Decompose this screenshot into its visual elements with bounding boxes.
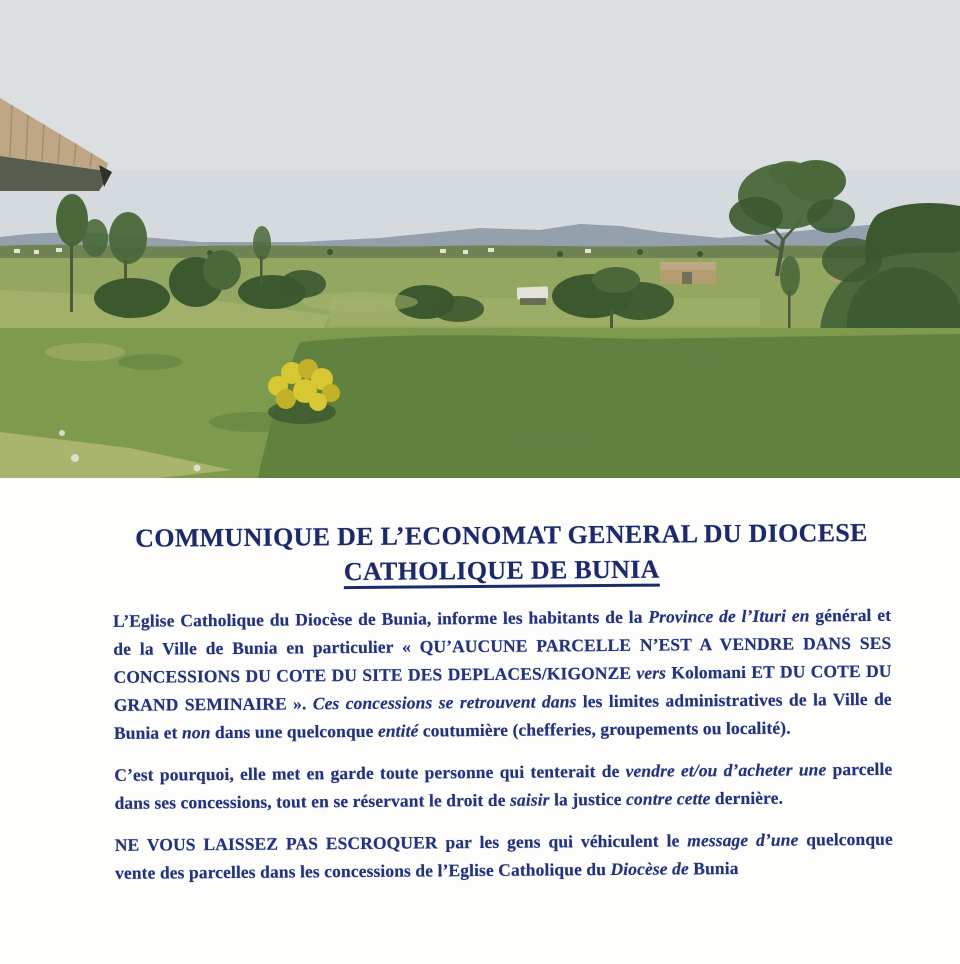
text-segment: quelconque vente des parcelles dans les concessions de l’Eglise Catholique du <box>115 828 893 883</box>
text-segment: L’Eglise Catholique du Diocèse de Bunia, informe les habitants de la <box>113 606 649 631</box>
text-segment: Ces concessions se retrouvent dans <box>312 691 577 714</box>
text-segment: C’est pourquoi, elle met en garde toute personne qui tenterait de <box>114 760 626 785</box>
text-segment: les limites administratives de la Ville de Bunia et <box>113 688 892 743</box>
text-segment: Province de l’Ituri en <box>648 605 810 627</box>
text-segment: vendre et/ou d’acheter une <box>625 759 827 781</box>
landscape-photo <box>0 0 960 478</box>
text-segment: Kolomani ET DU COTE DU GRAND SEMINAIRE ». <box>113 660 892 715</box>
text-segment: dernière. <box>710 787 784 809</box>
tan-house <box>660 262 716 284</box>
text-segment: parcelle dans ses concessions, tout en se réservant le droit de <box>114 758 893 813</box>
text-segment: non <box>181 722 211 743</box>
text-segment: saisir <box>509 789 550 810</box>
paragraph-escroquer <box>115 825 893 887</box>
text-segment: par les gens qui véhiculent le <box>437 830 688 853</box>
text-segment: NE VOUS LAISSEZ PAS ESCROQUER <box>114 832 438 855</box>
paragraph-concessions <box>113 601 892 747</box>
text-segment: Bunia <box>688 857 739 879</box>
text-segment: message d’une <box>687 829 799 851</box>
text-segment: dans une quelconque <box>210 720 379 743</box>
landscape-scene <box>0 0 960 478</box>
text-segment: entité <box>377 720 419 741</box>
title-line1: COMMUNIQUE DE L’ECONOMAT GENERAL DU DIOCESE <box>135 517 868 553</box>
text-segment: la justice <box>549 788 627 810</box>
document-title <box>112 515 891 591</box>
text-segment: Diocèse de <box>610 858 689 879</box>
white-roof-house <box>517 286 548 305</box>
title-line2: CATHOLIQUE DE BUNIA <box>344 555 660 589</box>
text-segment: vers <box>636 662 667 683</box>
text-segment: coutumière (chefferies, groupements ou localité). <box>418 717 791 741</box>
paragraph-warning <box>114 755 892 817</box>
text-segment: général et de la Ville de Bunia en particulier « QU’AUCUNE PARCELLE N’EST A VENDRE DANS SES CONCESSIONS DU COTE DU SITE DES DEPLACES/KIGONZE <box>113 604 892 687</box>
text-segment: contre cette <box>626 788 711 809</box>
communique-document <box>0 474 960 964</box>
